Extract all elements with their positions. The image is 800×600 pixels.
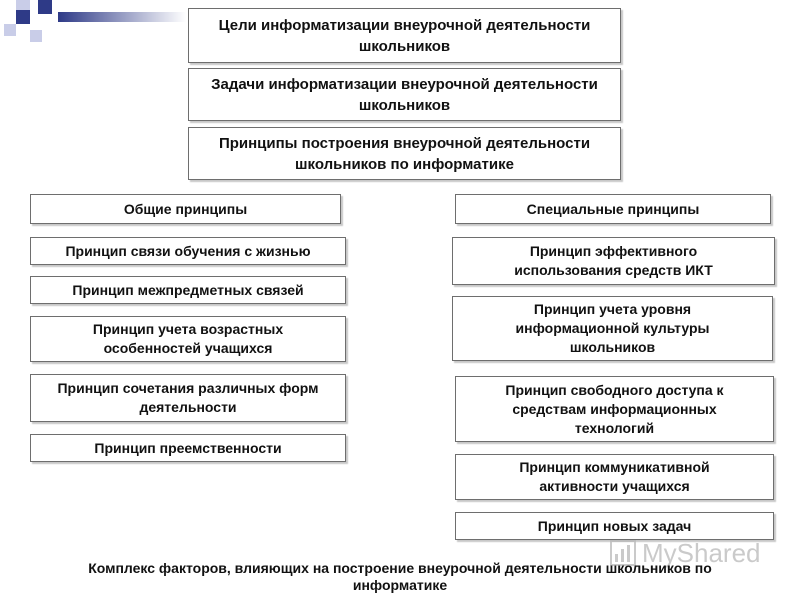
special-principle-text: Принцип коммуникативной активности учащихся [519,459,710,494]
tasks-box [188,68,621,121]
decor-square-light [30,30,42,42]
general-principle-item [30,276,346,304]
watermark-text: MyShared [642,537,761,568]
goals-box [188,8,621,63]
decor-square-light [4,24,16,36]
general-principle-text: Принцип сочетания различных форм деятельности [57,380,319,415]
special-principle-text: Принцип новых задач [537,517,692,534]
general-principle-text: Принцип преемственности [94,439,282,456]
tasks-text: Задачи информатизации внеурочной деятельности школьников [211,75,598,114]
general-principle-item [30,316,346,362]
special-principle-text: Принцип эффективного использования средств ИКТ [514,243,713,278]
general-principle-item [30,374,346,422]
general-principle-item [30,434,346,462]
decor-square-dark [16,10,30,24]
special-principles-header [455,194,771,224]
decor-gradient-line [58,12,186,22]
general-principle-text: Принцип учета возрастных особенностей учащихся [92,321,284,356]
general-principle-text: Принцип межпредметных связей [72,281,304,298]
special-principle-item [452,296,773,361]
general-principle-item [30,237,346,265]
special-principle-item [452,237,775,285]
principles-box [188,127,621,180]
decor-square-dark [38,0,52,14]
general-principles-header [30,194,341,224]
goals-text: Цели информатизации внеурочной деятельности школьников [218,16,591,55]
special-principles-title: Специальные принципы [526,200,700,217]
special-principle-text: Принцип свободного доступа к средствам информационных технологий [505,381,724,436]
principles-text: Принципы построения внеурочной деятельности школьников по информатике [218,134,591,173]
general-principles-title: Общие принципы [123,200,248,217]
special-principle-item [455,454,774,500]
special-principle-text: Принцип учета уровня информационной культуры школьников [515,301,710,355]
general-principle-text: Принцип связи обучения с жизнью [65,242,311,259]
special-principle-item [455,376,774,442]
slide-caption: Комплекс факторов, влияющих на построение внеурочной деятельности школьников по информатике [88,560,712,593]
